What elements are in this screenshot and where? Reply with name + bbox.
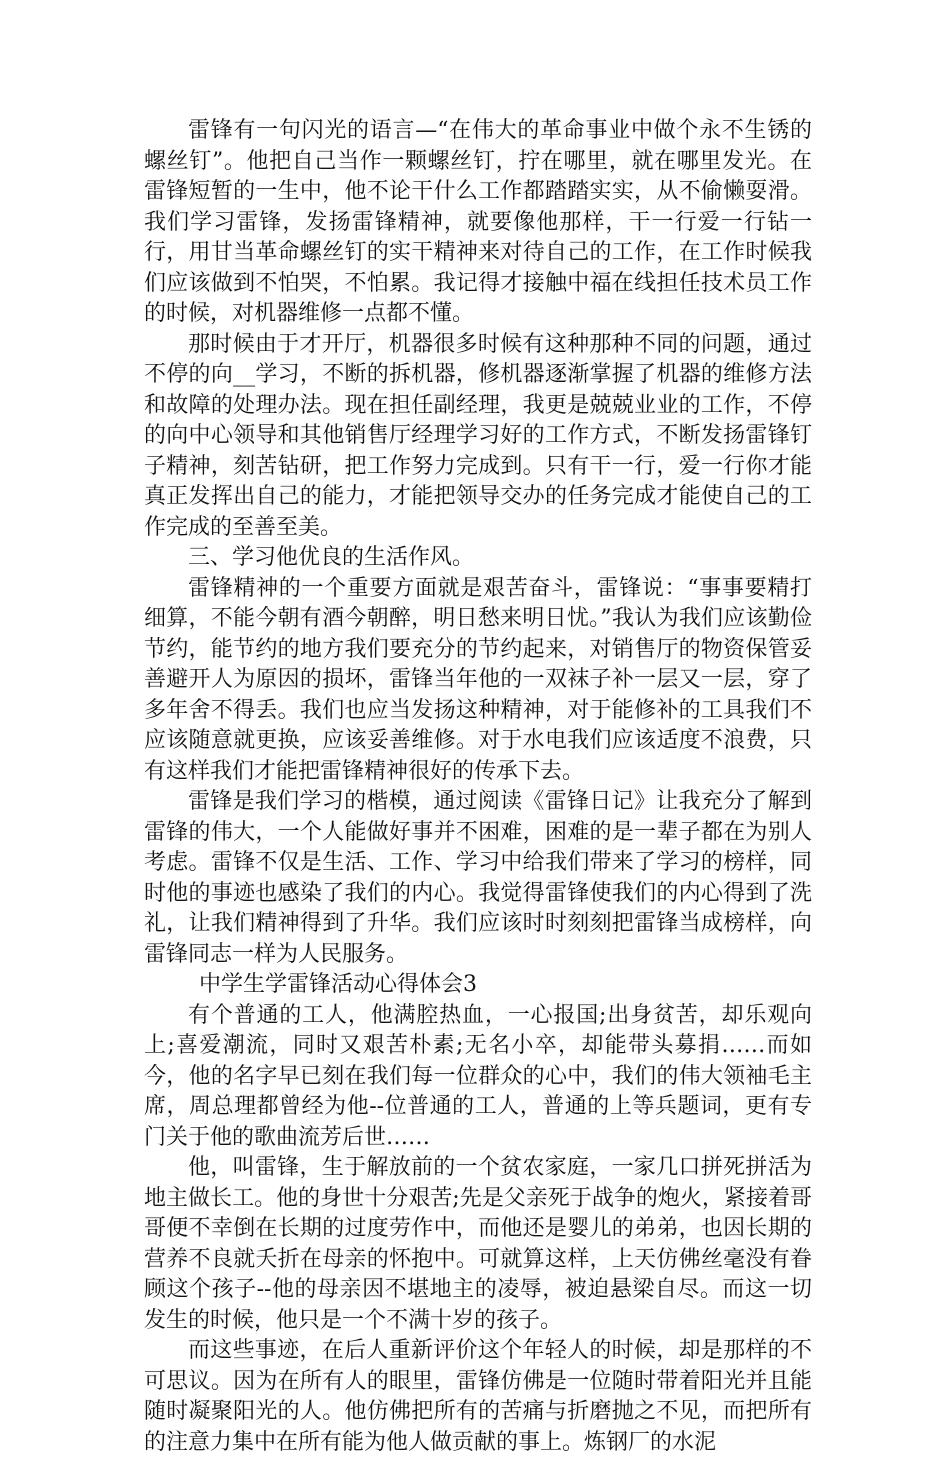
paragraph: 有个普通的工人，他满腔热血，一心报国;出身贫苦，却乐观向上;喜爱潮流，同时又艰苦朴素;无名小卒，却能带头募捐……而如今，他的名字早已刻在我们每一位群众的心中，我们的伟大领袖毛主席，周总理都曾经为他--位普通的工人，普通的上等兵题词，更有专门关于他的歌曲流芳后世…… (144, 1002, 812, 1150)
article-title: 中学生学雷锋活动心得体会3 (199, 972, 477, 997)
paragraph: 雷锋精神的一个重要方面就是艰苦奋斗，雷锋说：“事事要精打细算，不能今朝有酒今朝醉，明日愁来明日忧。”我认为我们应该勤俭节约，能节约的地方我们要充分的节约起来，对销售厅的物资保管妥善避开人为原因的损坏，雷锋当年他的一双袜子补一层又一层，穿了多年舍不得丢。我们也应当发扬这种精神，对于能修补的工具我们不应该随意就更换，应该妥善维修。对于水电我们应该适度不浪费，只有这样我们才能把雷锋精神很好的传承下去。 (144, 575, 812, 784)
document-page (144, 116, 812, 1458)
paragraph: 而这些事迹，在后人重新评价这个年轻人的时候，却是那样的不可思议。因为在所有人的眼里，雷锋仿佛是一位随时带着阳光并且能随时凝聚阳光的人。他仿佛把所有的苦痛与折磨抛之不见，而把所有的注意力集中在所有能为他人做贡献的事上。炼钢厂的水泥 (144, 1338, 812, 1455)
section-heading: 三、学习他优良的生活作风。 (188, 545, 475, 570)
paragraph: 雷锋有一句闪光的语言—“在伟大的革命事业中做个永不生锈的螺丝钉”。他把自己当作一颗螺丝钉，拧在哪里，就在哪里发光。在雷锋短暂的一生中，他不论干什么工作都踏踏实实，从不偷懒耍滑。我们学习雷锋，发扬雷锋精神，就要像他那样，干一行爱一行钻一行，用甘当革命螺丝钉的实干精神来对待自己的工作，在工作时候我们应该做到不怕哭，不怕累。我记得才接触中福在线担任技术员工作的时候，对机器维修一点都不懂。 (144, 118, 812, 326)
paragraph: 雷锋是我们学习的楷模，通过阅读《雷锋日记》让我充分了解到雷锋的伟大，一个人能做好事并不困难，困难的是一辈子都在为别人考虑。雷锋不仅是生活、工作、学习中给我们带来了学习的榜样，同时他的事迹也感染了我们的内心。我觉得雷锋使我们的内心得到了洗礼，让我们精神得到了升华。我们应该时时刻刻把雷锋当成榜样，向雷锋同志一样为人民服务。 (144, 789, 812, 967)
paragraph: 他，叫雷锋，生于解放前的一个贫农家庭，一家几口拼死拼活为地主做长工。他的身世十分艰苦;先是父亲死于战争的炮火，紧接着哥哥便不幸倒在长期的过度劳作中，而他还是婴儿的弟弟，也因长期的营养不良就夭折在母亲的怀抱中。可就算这样，上天仿佛丝毫没有眷顾这个孩子--他的母亲因不堪地主的凌辱，被迫悬梁自尽。而这一切发生的时候，他只是一个不满十岁的孩子。 (144, 1155, 812, 1333)
paragraph: 那时候由于才开厅，机器很多时候有这种那种不同的问题，通过不停的向__学习，不断的拆机器，修机器逐渐掌握了机器的维修方法和故障的处理办法。现在担任副经理，我更是兢兢业业的工作，不停的向中心领导和其他销售厅经理学习好的工作方式，不断发扬雷锋钉子精神，刻苦钻研，把工作努力完成到。只有干一行，爱一行你才能真正发挥出自己的能力，才能把领导交办的任务完成才能使自己的工作完成的至善至美。 (144, 331, 812, 540)
